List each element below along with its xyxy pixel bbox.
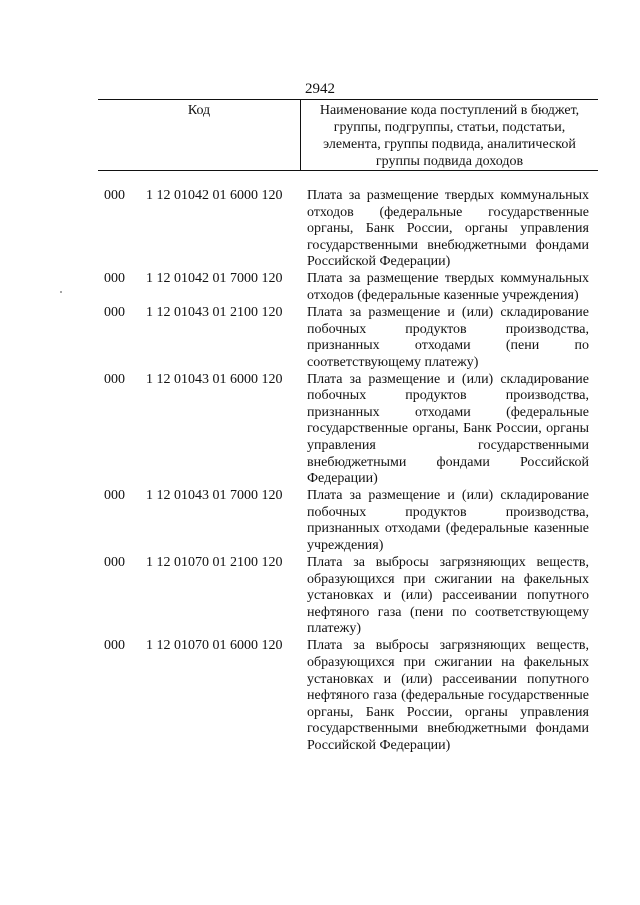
revenue-description: Плата за размещение и (или) складирование побочных продуктов производства, признанных отходами (федеральные казенные учреждения): [307, 488, 589, 554]
page-number: 2942: [305, 81, 335, 97]
revenue-code: 1 12 01042 01 6000 120: [146, 188, 283, 203]
revenue-code: 1 12 01043 01 2100 120: [146, 304, 283, 320]
table-header: [98, 99, 598, 171]
revenue-description: Плата за размещение твердых коммунальных отходов (федеральные государственные органы, Банк России, органы управления государственными внебюджетными фондами Российской Федерации): [307, 188, 589, 270]
table-row: [0, 188, 640, 271]
table-row: [0, 555, 640, 638]
revenue-code: 1 12 01070 01 2100 120: [146, 555, 283, 571]
header-name-label: Наименование кода поступлений в бюджет, группы, подгруппы, статьи, подстатьи, элемента, группы подвида, аналитической группы подвида доходов: [319, 103, 580, 169]
revenue-description: Плата за размещение и (или) складирование побочных продуктов производства, признанных отходами (пени по соответствующему платежу): [307, 304, 589, 370]
table-row: [0, 271, 640, 304]
revenue-code: 1 12 01070 01 6000 120: [146, 638, 283, 654]
table-row: [0, 488, 640, 554]
admin-code: 000: [104, 555, 125, 571]
admin-code: 000: [104, 271, 125, 287]
table-body: [0, 188, 640, 755]
revenue-description: Плата за выбросы загрязняющих веществ, образующихся при сжигании на факельных установках и (или) рассеивании попутного нефтяного газа (федеральные государственные органы, Банк России, органы управления государственными внебюджетными фондами Российской Федерации): [307, 638, 589, 753]
table-row: [0, 638, 640, 754]
admin-code: 000: [104, 488, 125, 504]
admin-code: 000: [104, 638, 125, 654]
admin-code: 000: [104, 304, 125, 320]
revenue-code: 1 12 01043 01 7000 120: [146, 488, 283, 504]
revenue-description: Плата за выбросы загрязняющих веществ, образующихся при сжигании на факельных установках и (или) рассеивании попутного нефтяного газа (пени по соответствующему платежу): [307, 555, 589, 637]
revenue-description: Плата за размещение и (или) складирование побочных продуктов производства, признанных отходами (федеральные государственные органы, Банк России, органы управления государственными внебюджетными фондами Российской Федерации): [307, 371, 589, 487]
table-row: [0, 372, 640, 488]
header-code-label: Код: [98, 100, 301, 170]
revenue-code: 1 12 01042 01 7000 120: [146, 271, 283, 287]
revenue-code: 1 12 01043 01 6000 120: [146, 371, 283, 387]
admin-code: 000: [104, 371, 125, 387]
table-row: [0, 305, 640, 371]
admin-code: 000: [104, 188, 125, 203]
revenue-description: Плата за размещение твердых коммунальных отходов (федеральные казенные учреждения): [307, 271, 589, 303]
